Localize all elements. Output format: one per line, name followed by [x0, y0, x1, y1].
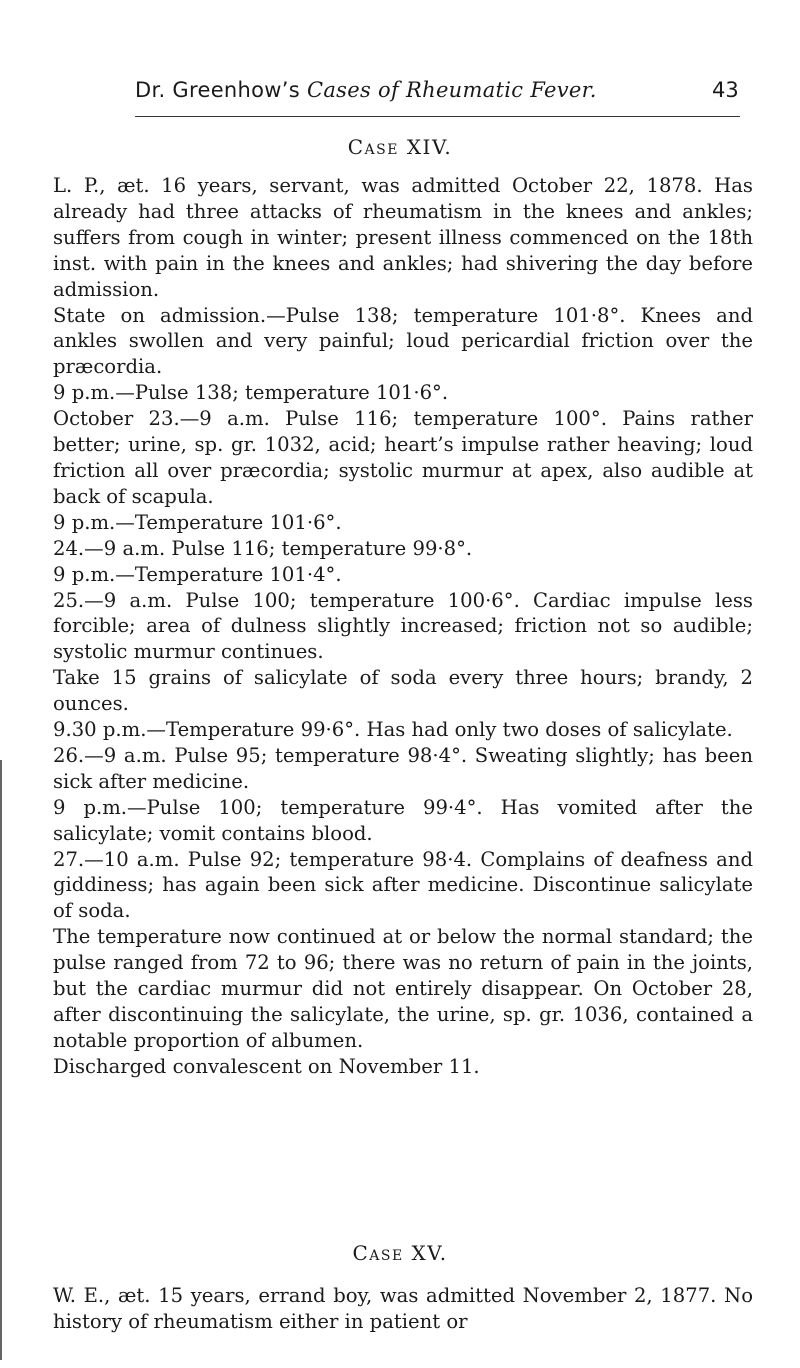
running-head-title: [135, 78, 597, 102]
case-paragraph: 24.—9 a.m. Pulse 116; temperature 99·8°.: [53, 536, 473, 560]
running-head: [0, 78, 800, 108]
case-15-heading: Case XV.: [352, 1241, 448, 1265]
case-paragraph: October 23.—9 a.m. Pulse 116; temperature 100°. Pains rather better; urine, sp. gr. 1032, acid; heart’s impulse rather heaving; loud friction all over præcordia; systolic murmur at apex, also audible at back of scapula.: [53, 407, 753, 508]
case-14-body: [53, 173, 753, 1080]
case-paragraph: 25.—9 a.m. Pulse 100; temperature 100·6°. Cardiac impulse less forcible; area of dulness slightly increased; friction not so audible; systolic murmur continues.: [53, 588, 753, 664]
page-number: 43: [712, 78, 739, 102]
case-paragraph: 9.30 p.m.—Temperature 99·6°. Has had only two doses of salicylate.: [53, 718, 733, 742]
case-paragraph: 9 p.m.—Temperature 101·4°.: [53, 562, 342, 586]
case-paragraph: 9 p.m.—Temperature 101·6°.: [53, 510, 342, 534]
case-paragraph: 26.—9 a.m. Pulse 95; temperature 98·4°. Sweating slightly; has been sick after medicine.: [53, 743, 753, 793]
case-15-body: [53, 1283, 753, 1335]
case-paragraph: State on admission.—Pulse 138; temperature 101·8°. Knees and ankles swollen and very painful; loud pericardial friction over the præcordia.: [53, 303, 753, 379]
case-paragraph: L. P., æt. 16 years, servant, was admitted October 22, 1878. Has already had three attacks of rheumatism in the knees and ankles; suffers from cough in winter; present illness commenced on the 18th inst. with pain in the knees and ankles; had shivering the day before admission.: [53, 174, 753, 301]
running-head-rule: [135, 116, 740, 117]
case-paragraph: 27.—10 a.m. Pulse 92; temperature 98·4. Complains of deafness and giddiness; has again been sick after medicine. Discontinue salicylate of soda.: [53, 847, 753, 923]
case-paragraph: Discharged convalescent on November 11.: [53, 1054, 480, 1078]
case-paragraph: W. E., æt. 15 years, errand boy, was admitted November 2, 1877. No history of rheumatism either in patient or: [53, 1284, 753, 1333]
case-paragraph: Take 15 grains of salicylate of soda every three hours; brandy, 2 ounces.: [53, 666, 753, 716]
case-14-heading: Case XIV.: [347, 135, 453, 159]
running-head-italic-title: Cases of Rheumatic Fever.: [306, 78, 597, 102]
running-head-author: Dr. Greenhow’s: [135, 78, 300, 102]
page-binding-edge: [0, 760, 2, 1360]
case-paragraph: 9 p.m.—Pulse 138; temperature 101·6°.: [53, 381, 449, 405]
case-paragraph: The temperature now continued at or below the normal standard; the pulse ranged from 72 to 96; there was no return of pain in the joints, but the cardiac murmur did not entirely disappear. On October 28, after discontinuing the salicylate, the urine, sp. gr. 1036, contained a notable proportion of albumen.: [53, 925, 753, 1052]
case-paragraph: 9 p.m.—Pulse 100; temperature 99·4°. Has vomited after the salicylate; vomit contains blood.: [53, 795, 753, 845]
